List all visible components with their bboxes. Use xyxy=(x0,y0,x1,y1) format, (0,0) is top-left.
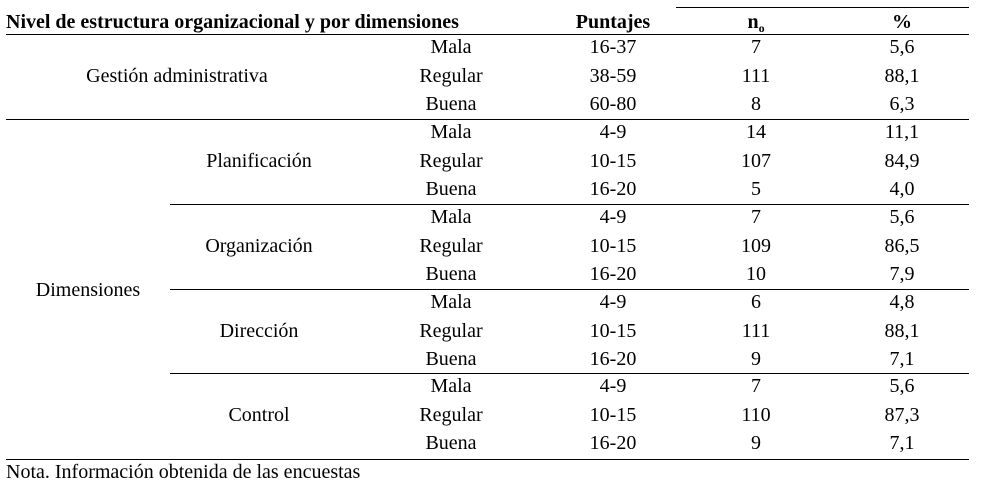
dimension-pct: 11,1 xyxy=(884,121,920,143)
dimension-range: 10-15 xyxy=(589,150,637,172)
dimension-range: 4-9 xyxy=(599,121,627,143)
dimensions-label: Dimensiones xyxy=(35,279,141,301)
dimension-range: 10-15 xyxy=(589,404,637,426)
dimension-pct: 86,5 xyxy=(884,235,920,257)
table-note: Nota. Información obtenida de las encuestas xyxy=(6,461,361,483)
dimension-range: 16-20 xyxy=(589,263,637,285)
dimension-rule-1 xyxy=(170,204,969,205)
dimension-name: Organización xyxy=(205,235,313,257)
dimension-level: Mala xyxy=(430,206,472,228)
dimension-range: 10-15 xyxy=(589,320,637,342)
dimension-n: 7 xyxy=(751,375,761,397)
dimension-n: 9 xyxy=(751,348,761,370)
dimension-pct: 5,6 xyxy=(889,206,915,228)
dimension-pct: 87,3 xyxy=(884,404,920,426)
dimension-name: Planificación xyxy=(206,150,312,172)
dimension-n: 5 xyxy=(751,178,761,200)
dimension-n: 109 xyxy=(741,235,771,257)
header-count-sub: o xyxy=(758,21,765,35)
dimension-n: 111 xyxy=(741,320,771,342)
header-percent: % xyxy=(892,11,912,33)
dimension-pct: 7,9 xyxy=(889,263,915,285)
dimension-level: Mala xyxy=(430,291,472,313)
dimension-pct: 4,0 xyxy=(889,178,915,200)
dimension-range: 16-20 xyxy=(589,348,637,370)
dimension-n: 107 xyxy=(741,150,771,172)
dimension-pct: 7,1 xyxy=(889,348,915,370)
dimension-name: Control xyxy=(228,404,290,426)
dimension-level: Buena xyxy=(425,432,477,454)
header-scores: Puntajes xyxy=(575,11,651,33)
gestion-level: Mala xyxy=(430,36,472,58)
dimension-range: 4-9 xyxy=(599,375,627,397)
gestion-n: 111 xyxy=(741,65,771,87)
dimension-rule-2 xyxy=(170,289,969,290)
dimension-level: Mala xyxy=(430,121,472,143)
top-rule-partial xyxy=(676,7,969,8)
section-rule xyxy=(6,119,969,120)
gestion-level: Buena xyxy=(425,93,477,115)
dimension-level: Mala xyxy=(430,375,472,397)
dimension-range: 4-9 xyxy=(599,206,627,228)
dimension-n: 110 xyxy=(741,404,771,426)
dimension-range: 16-20 xyxy=(589,432,637,454)
header-rule xyxy=(6,34,969,35)
dimension-level: Regular xyxy=(419,150,483,172)
dimension-range: 10-15 xyxy=(589,235,637,257)
dimension-n: 9 xyxy=(751,432,761,454)
gestion-n: 7 xyxy=(751,36,761,58)
dimension-n: 6 xyxy=(751,291,761,313)
dimension-pct: 4,8 xyxy=(889,291,915,313)
dimension-level: Regular xyxy=(419,320,483,342)
gestion-level: Regular xyxy=(419,65,483,87)
header-level: Nivel de estructura organizacional y por dimensiones xyxy=(6,11,459,33)
gestion-range: 16-37 xyxy=(589,36,637,58)
dimension-pct: 5,6 xyxy=(889,375,915,397)
dimension-pct: 88,1 xyxy=(884,320,920,342)
dimension-range: 4-9 xyxy=(599,291,627,313)
dimension-name: Dirección xyxy=(219,320,299,342)
dimension-level: Buena xyxy=(425,348,477,370)
gestion-pct: 6,3 xyxy=(889,93,915,115)
dimension-range: 16-20 xyxy=(589,178,637,200)
dimension-rule-3 xyxy=(170,373,969,374)
dimension-level: Regular xyxy=(419,404,483,426)
dimension-n: 7 xyxy=(751,206,761,228)
header-count-main: n xyxy=(747,11,759,33)
gestion-pct: 5,6 xyxy=(889,36,915,58)
dimension-n: 10 xyxy=(746,263,766,285)
gestion-n: 8 xyxy=(751,93,761,115)
gestion-range: 38-59 xyxy=(589,65,637,87)
dimension-pct: 84,9 xyxy=(884,150,920,172)
gestion-pct: 88,1 xyxy=(884,65,920,87)
gestion-label: Gestión administrativa xyxy=(86,65,268,87)
gestion-range: 60-80 xyxy=(589,93,637,115)
dimension-pct: 7,1 xyxy=(889,432,915,454)
dimension-level: Buena xyxy=(425,178,477,200)
dimension-n: 14 xyxy=(746,121,766,143)
dimension-level: Buena xyxy=(425,263,477,285)
dimension-level: Regular xyxy=(419,235,483,257)
